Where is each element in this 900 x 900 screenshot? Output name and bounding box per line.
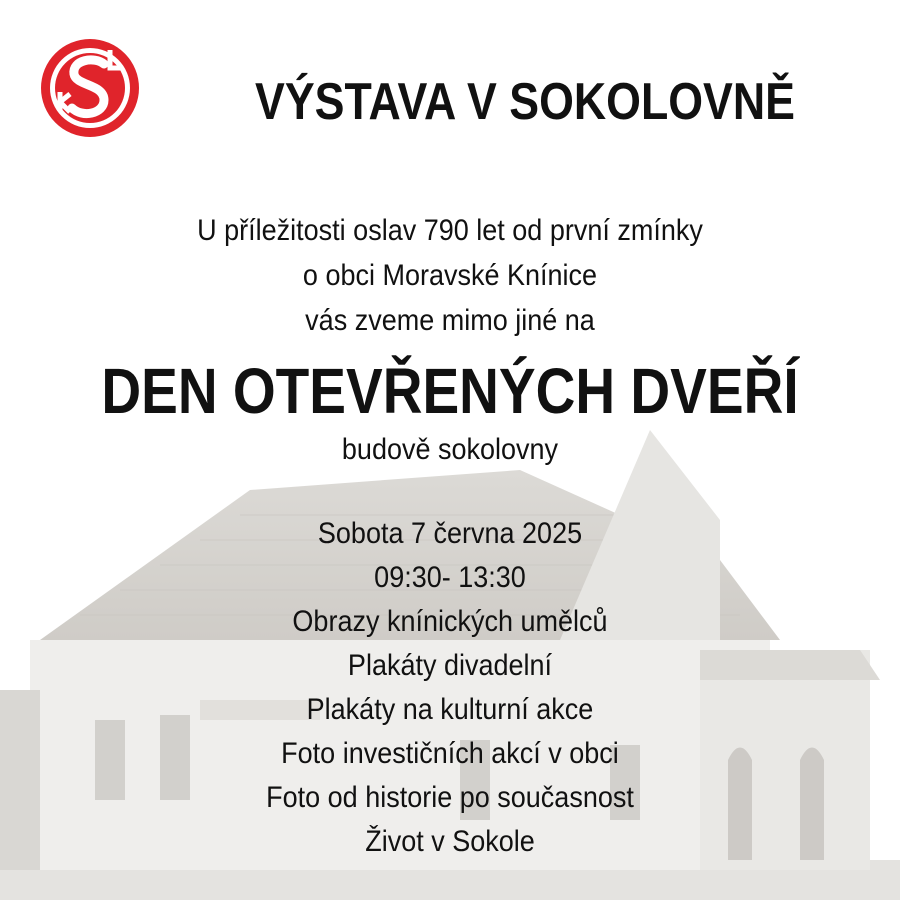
exhibit-item: Obrazy knínických umělců [292, 605, 608, 638]
exhibit-item: Foto od historie po současnost [266, 781, 634, 814]
intro-line: o obci Moravské Knínice [302, 259, 598, 292]
event-time: 09:30- 13:30 [374, 561, 526, 594]
intro-text [0, 208, 900, 343]
event-details [0, 512, 900, 864]
exhibit-item: Plakáty na kulturní akce [306, 693, 594, 726]
exhibit-item: Foto investičních akcí v obci [281, 737, 619, 770]
intro-line: vás zveme mimo jiné na [305, 304, 595, 337]
exhibit-item: Život v Sokole [365, 825, 535, 858]
intro-line: U příležitosti oslav 790 let od první zmínky [197, 214, 703, 247]
event-headline: DEN OTEVŘENÝCH DVEŘÍ [101, 355, 799, 427]
exhibit-item: Plakáty divadelní [347, 649, 553, 682]
page-title: VÝSTAVA V SOKOLOVNĚ [254, 73, 796, 131]
event-date: Sobota 7 června 2025 [317, 517, 583, 550]
sokol-logo-icon [38, 36, 142, 140]
event-subheadline: budově sokolovny [341, 433, 559, 466]
